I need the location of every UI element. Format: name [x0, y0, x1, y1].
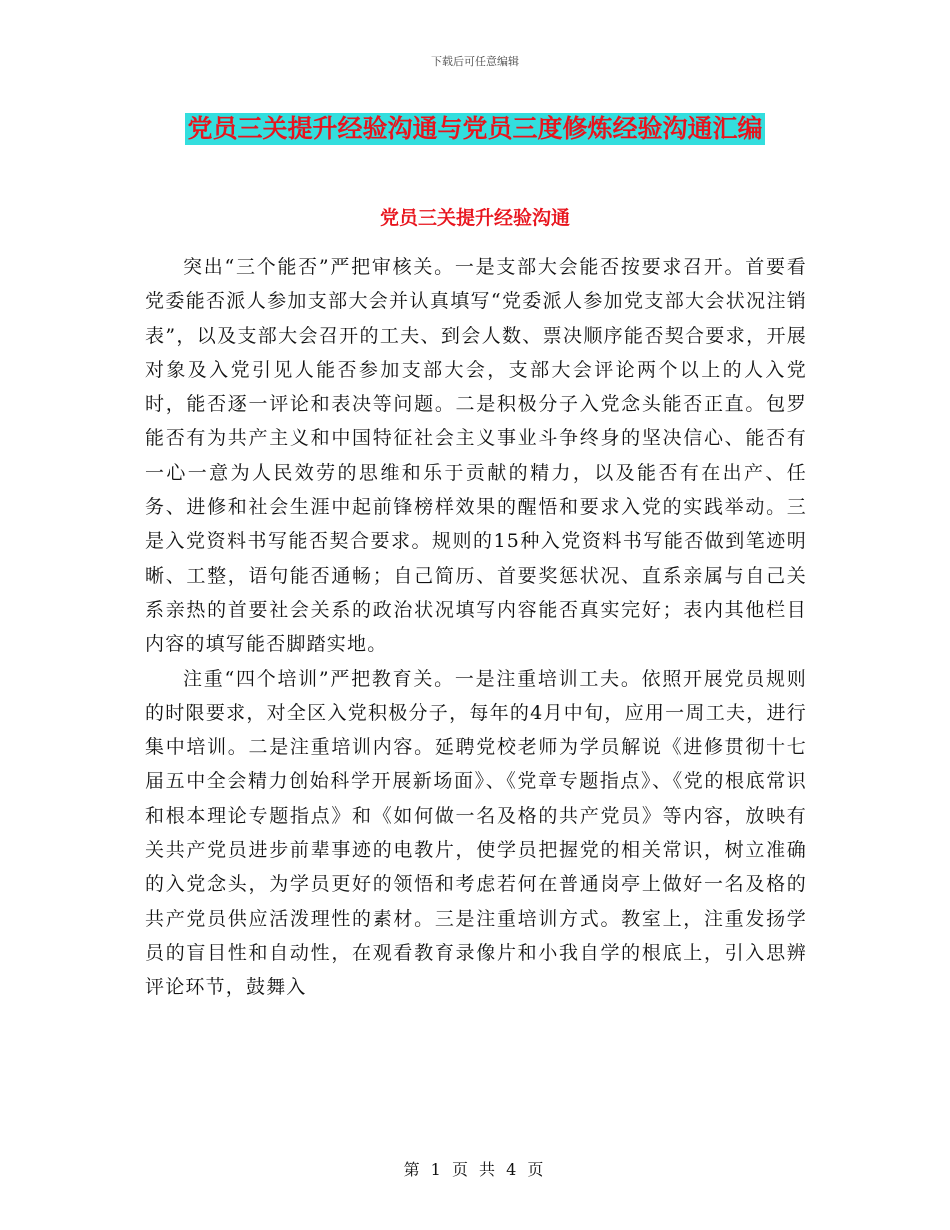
main-title: 党员三关提升经验沟通与党员三度修炼经验沟通汇编	[187, 114, 763, 143]
main-title-container	[0, 113, 950, 145]
document-body	[145, 250, 807, 1005]
page-number: 第 1 页 共 4 页	[403, 1160, 547, 1179]
header-note: 下载后可任意编辑	[431, 55, 519, 68]
section-title: 党员三关提升经验沟通	[379, 207, 570, 229]
paragraph-2: 注重“四个培训”严把教育关。一是注重培训工夫。依照开展党员规则的时限要求，对全区入党积极分子，每年的4月中旬，应用一周工夫，进行集中培训。二是注重培训内容。延聘党校老师为学员解说《进修贯彻十七届五中全会精力创始科学开展新场面》、《党章专题指点》、《党的根底常识和根本理论专题指点》和《如何做一名及格的共产党员》等内容，放映有关共产党员进步前辈事迹的电教片，使学员把握党的相关常识，树立准确的入党念头，为学员更好的领悟和考虑若何在普通岗亭上做好一名及格的共产党员供应活泼理性的素材。三是注重培训方式。教室上，注重发扬学员的盲目性和自动性，在观看教育录像片和小我自学的根底上，引入思辨评论环节，鼓舞入	[145, 667, 807, 999]
paragraph-1: 突出“三个能否”严把审核关。一是支部大会能否按要求召开。首要看党委能否派人参加支部大会并认真填写“党委派人参加党支部大会状况注销表”，以及支部大会召开的工夫、到会人数、票决顺序能否契合要求，开展对象及入党引见人能否参加支部大会，支部大会评论两个以上的人入党时，能否逐一评论和表决等问题。二是积极分子入党念头能否正直。包罗能否有为共产主义和中国特征社会主义事业斗争终身的坚决信心、能否有一心一意为人民效劳的思维和乐于贡献的精力，以及能否有在出产、任务、进修和社会生涯中起前锋榜样效果的醒悟和要求入党的实践举动。三是入党资料书写能否契合要求。规则的15种入党资料书写能否做到笔迹明晰、工整，语句能否通畅；自己简历、首要奖惩状况、直系亲属与自己关系亲热的首要社会关系的政治状况填写内容能否真实完好；表内其他栏目内容的填写能否脚踏实地。	[145, 256, 807, 656]
